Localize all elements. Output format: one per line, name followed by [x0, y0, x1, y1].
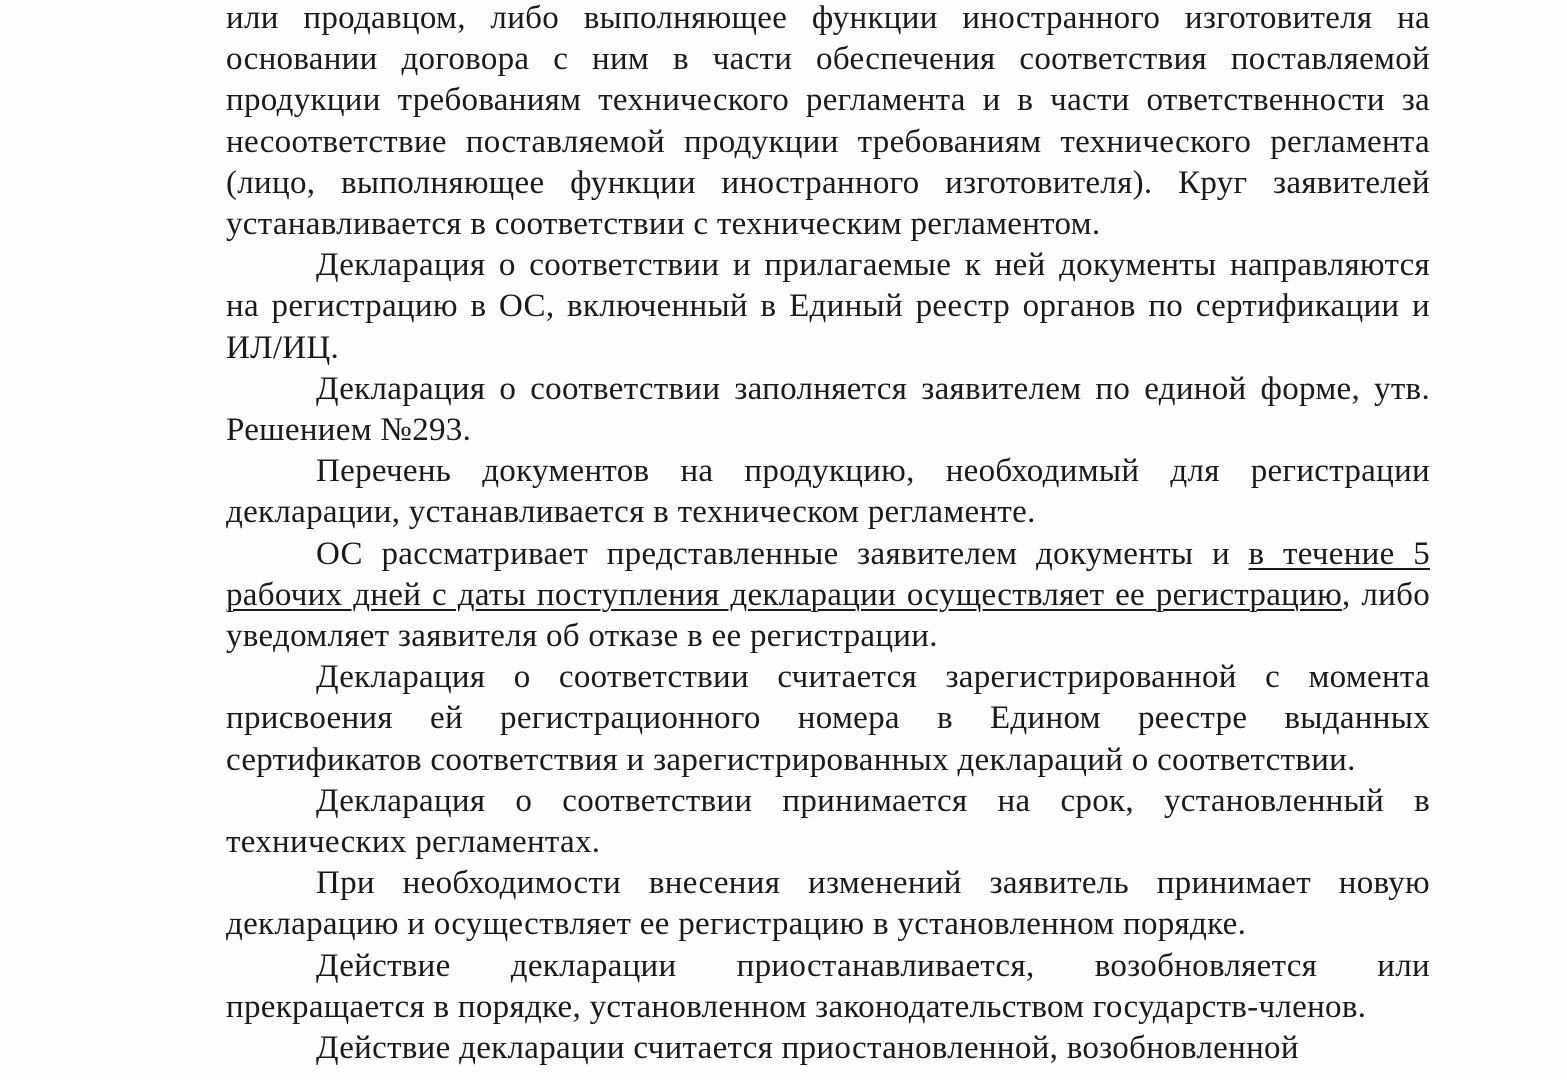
paragraph-amendments: При необходимости внесения изменений заявитель принимает новую декларацию и осуществляет ее регистрацию в установленном порядке.	[226, 865, 1430, 943]
document-body	[226, 0, 1430, 1069]
paragraph-registration-term	[226, 534, 1430, 658]
registration-term-lead: ОС рассматривает представленные заявителем документы и	[316, 535, 1249, 572]
paragraph-registered-moment: Декларация о соответствии считается зарегистрированной с момента присвоения ей регистрационного номера в Едином реестре выданных сертификатов соответствия и зарегистрированных деклараций о соответствии.	[226, 659, 1430, 778]
registration-term-tail: , либо уведомляет заявителя об отказе в ее регистрации.	[226, 576, 1431, 655]
paragraph-suspension: Действие декларации приостанавливается, возобновляется или прекращается в порядке, установленном законодательством государств-членов.	[226, 947, 1430, 1025]
paragraph-applicant-definition: или продавцом, либо выполняющее функции иностранного изготовителя на основании договора с ним в части обеспечения соответствия поставляемой продукции требованиям технического регламента и в части ответственности за несоответствие поставляемой продукции требованиям технического регламента (лицо, выполняющее функции иностранного изготовителя). Круг заявителей устанавливается в соответствии с техническим регламентом.	[226, 0, 1430, 243]
registration-term-underlined: в течение 5 рабочих дней с даты поступления декларации осуществляет ее регистрацию	[226, 535, 1430, 613]
paragraph-declaration-registration-submission: Декларация о соответствии и прилагаемые к ней документы направляются на регистрацию в ОС, включенный в Единый реестр органов по сертификации и ИЛ/ИЦ.	[226, 247, 1430, 366]
paragraph-validity-term: Декларация о соответствии принимается на срок, установленный в технических регламентах.	[226, 782, 1430, 861]
paragraph-documents-list: Перечень документов на продукцию, необходимый для регистрации декларации, устанавливается в техническом регламенте.	[226, 453, 1430, 531]
paragraph-suspension-status: Действие декларации считается приостановленной, возобновленной	[316, 1030, 1299, 1067]
paragraph-declaration-form: Декларация о соответствии заполняется заявителем по единой форме, утв. Решением №293.	[226, 370, 1430, 449]
